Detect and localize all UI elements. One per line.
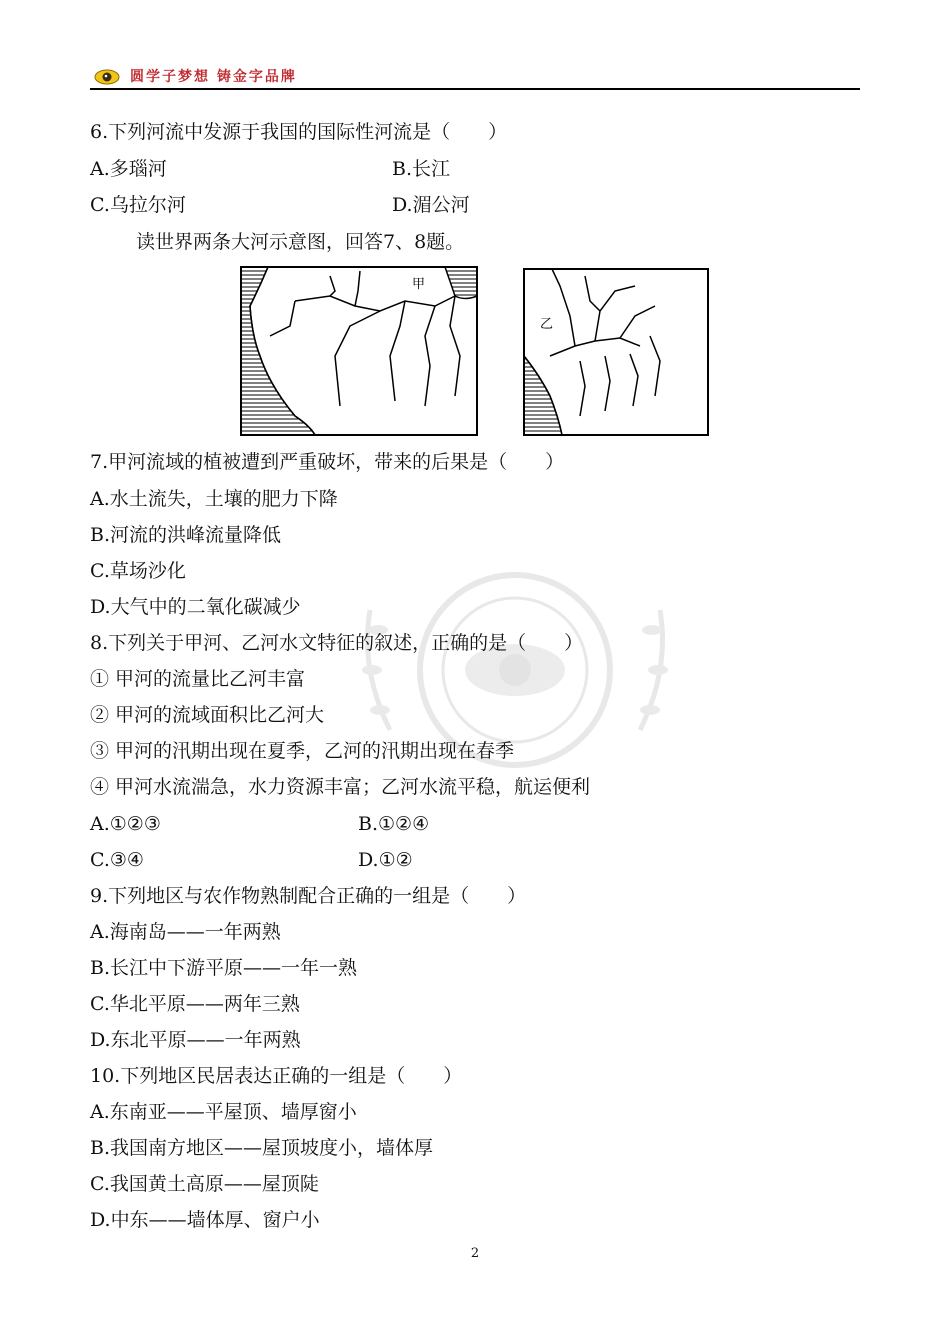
q7-option-a: A.水土流失，土壤的肥力下降 [90, 488, 338, 510]
q9-option-b: B.长江中下游平原——一年一熟 [90, 957, 358, 979]
q8-statement-3: ③ 甲河的汛期出现在夏季，乙河的汛期出现在春季 [90, 740, 515, 762]
q10-option-c: C.我国黄土高原——屋顶陡 [90, 1173, 319, 1195]
q8-option-a: A.①②③ [90, 813, 161, 835]
q8-option-b: B.①②④ [358, 813, 430, 835]
q8-option-d: D.①② [358, 849, 413, 871]
q7-option-b: B.河流的洪峰流量降低 [90, 524, 282, 546]
map-intro: 读世界两条大河示意图，回答7、8题。 [136, 231, 465, 253]
q6-option-a: A.多瑙河 [90, 158, 167, 180]
map-jia [241, 267, 477, 435]
q8-stem: 8.下列关于甲河、乙河水文特征的叙述，正确的是（ ） [90, 632, 584, 654]
page-header [90, 64, 860, 90]
q7-stem: 7.甲河流域的植被遭到严重破坏，带来的后果是（ ） [90, 451, 565, 473]
page-number: 2 [470, 1246, 480, 1261]
q6-stem: 6.下列河流中发源于我国的国际性河流是（ ） [90, 121, 508, 143]
q8-statement-4: ④ 甲河水流湍急，水力资源丰富；乙河水流平稳，航运便利 [90, 776, 591, 798]
q9-option-a: A.海南岛——一年两熟 [90, 921, 281, 943]
q6-option-b: B.长江 [392, 158, 451, 180]
eye-logo-icon [94, 67, 120, 87]
q8-statement-1: ① 甲河的流量比乙河丰富 [90, 668, 306, 690]
q8-option-c: C.③④ [90, 849, 144, 871]
river-maps-figure [240, 266, 710, 438]
q9-option-c: C.华北平原——两年三熟 [90, 993, 300, 1015]
label-jia: 甲 [412, 277, 426, 292]
q7-option-d: D.大气中的二氧化碳减少 [90, 596, 301, 618]
q10-option-d: D.中东——墙体厚、窗户小 [90, 1209, 320, 1231]
q8-statement-2: ② 甲河的流域面积比乙河大 [90, 704, 325, 726]
q10-option-b: B.我国南方地区——屋顶坡度小，墙体厚 [90, 1137, 434, 1159]
q6-option-c: C.乌拉尔河 [90, 194, 186, 216]
label-yi: 乙 [540, 317, 554, 332]
q9-option-d: D.东北平原——一年两熟 [90, 1029, 301, 1051]
q9-stem: 9.下列地区与农作物熟制配合正确的一组是（ ） [90, 885, 527, 907]
header-rule [90, 88, 860, 90]
q7-option-c: C.草场沙化 [90, 560, 186, 582]
q10-option-a: A.东南亚——平屋顶、墙厚窗小 [90, 1101, 357, 1123]
header-slogan: 圆学子梦想 铸金字品牌 [130, 69, 297, 85]
q10-stem: 10.下列地区民居表达正确的一组是（ ） [90, 1065, 463, 1087]
map-yi [524, 269, 708, 435]
q6-option-d: D.湄公河 [392, 194, 470, 216]
